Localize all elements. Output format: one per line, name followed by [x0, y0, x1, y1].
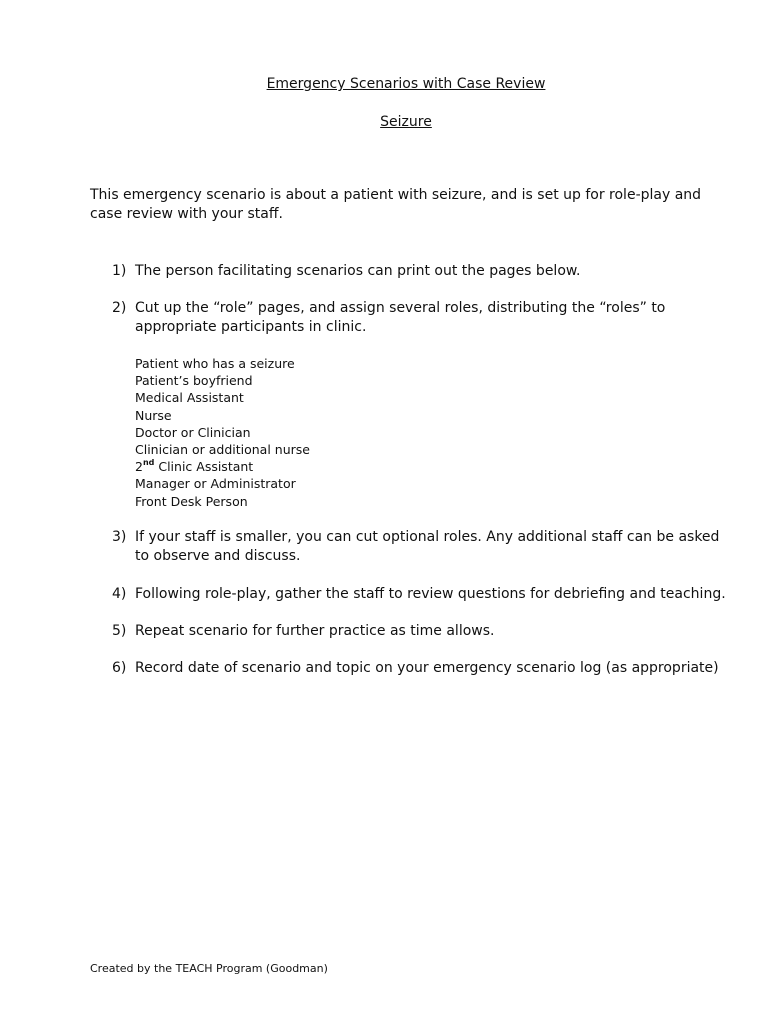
document-subtitle: Seizure: [380, 114, 432, 130]
document-title: Emergency Scenarios with Case Review: [266, 76, 546, 92]
role-item: Front Desk Person: [135, 493, 248, 509]
step-number: 4): [112, 586, 127, 602]
step-number: 3): [112, 529, 127, 545]
step-number: 5): [112, 623, 127, 639]
step-number: 6): [112, 660, 127, 676]
role-item: Manager or Administrator: [135, 476, 296, 492]
instruction-step: [112, 659, 732, 678]
step-number: 2): [112, 300, 127, 316]
role-item: Patient who has a seizure: [135, 356, 295, 371]
role-item: [135, 458, 310, 475]
step-text: If your staff is smaller, you can cut optional roles. Any additional staff can be asked to observe and discuss.: [135, 529, 720, 564]
role-ordinal-suffix: nd: [142, 458, 155, 468]
role-item: Clinician or additional nurse: [135, 442, 310, 458]
role-item: Doctor or Clinician: [135, 424, 251, 440]
instruction-step: [112, 262, 732, 281]
role-ordinal: 2: [135, 459, 143, 475]
role-name: Clinic Assistant: [154, 459, 254, 475]
step-text: Following role-play, gather the staff to review questions for debriefing and teaching.: [135, 586, 726, 602]
role-list: [135, 355, 310, 510]
intro-paragraph: This emergency scenario is about a patient with seizure, and is set up for role-play and case review with your staff.: [90, 187, 702, 222]
role-item: Patient’s boyfriend: [135, 373, 253, 389]
instruction-step: [112, 528, 732, 566]
instruction-step: [112, 299, 732, 337]
step-text: Record date of scenario and topic on your emergency scenario log (as appropriate): [135, 660, 719, 676]
role-item: Medical Assistant: [135, 390, 244, 406]
role-item: Nurse: [135, 407, 172, 423]
step-number: 1): [112, 263, 127, 279]
step-text: Repeat scenario for further practice as time allows.: [135, 623, 495, 639]
step-text: The person facilitating scenarios can print out the pages below.: [135, 263, 581, 279]
step-text: Cut up the “role” pages, and assign several roles, distributing the “roles” to appropriate participants in clinic.: [135, 300, 666, 335]
instruction-step: [112, 585, 732, 604]
instruction-step: [112, 622, 732, 641]
footer-credit: Created by the TEACH Program (Goodman): [90, 962, 328, 975]
